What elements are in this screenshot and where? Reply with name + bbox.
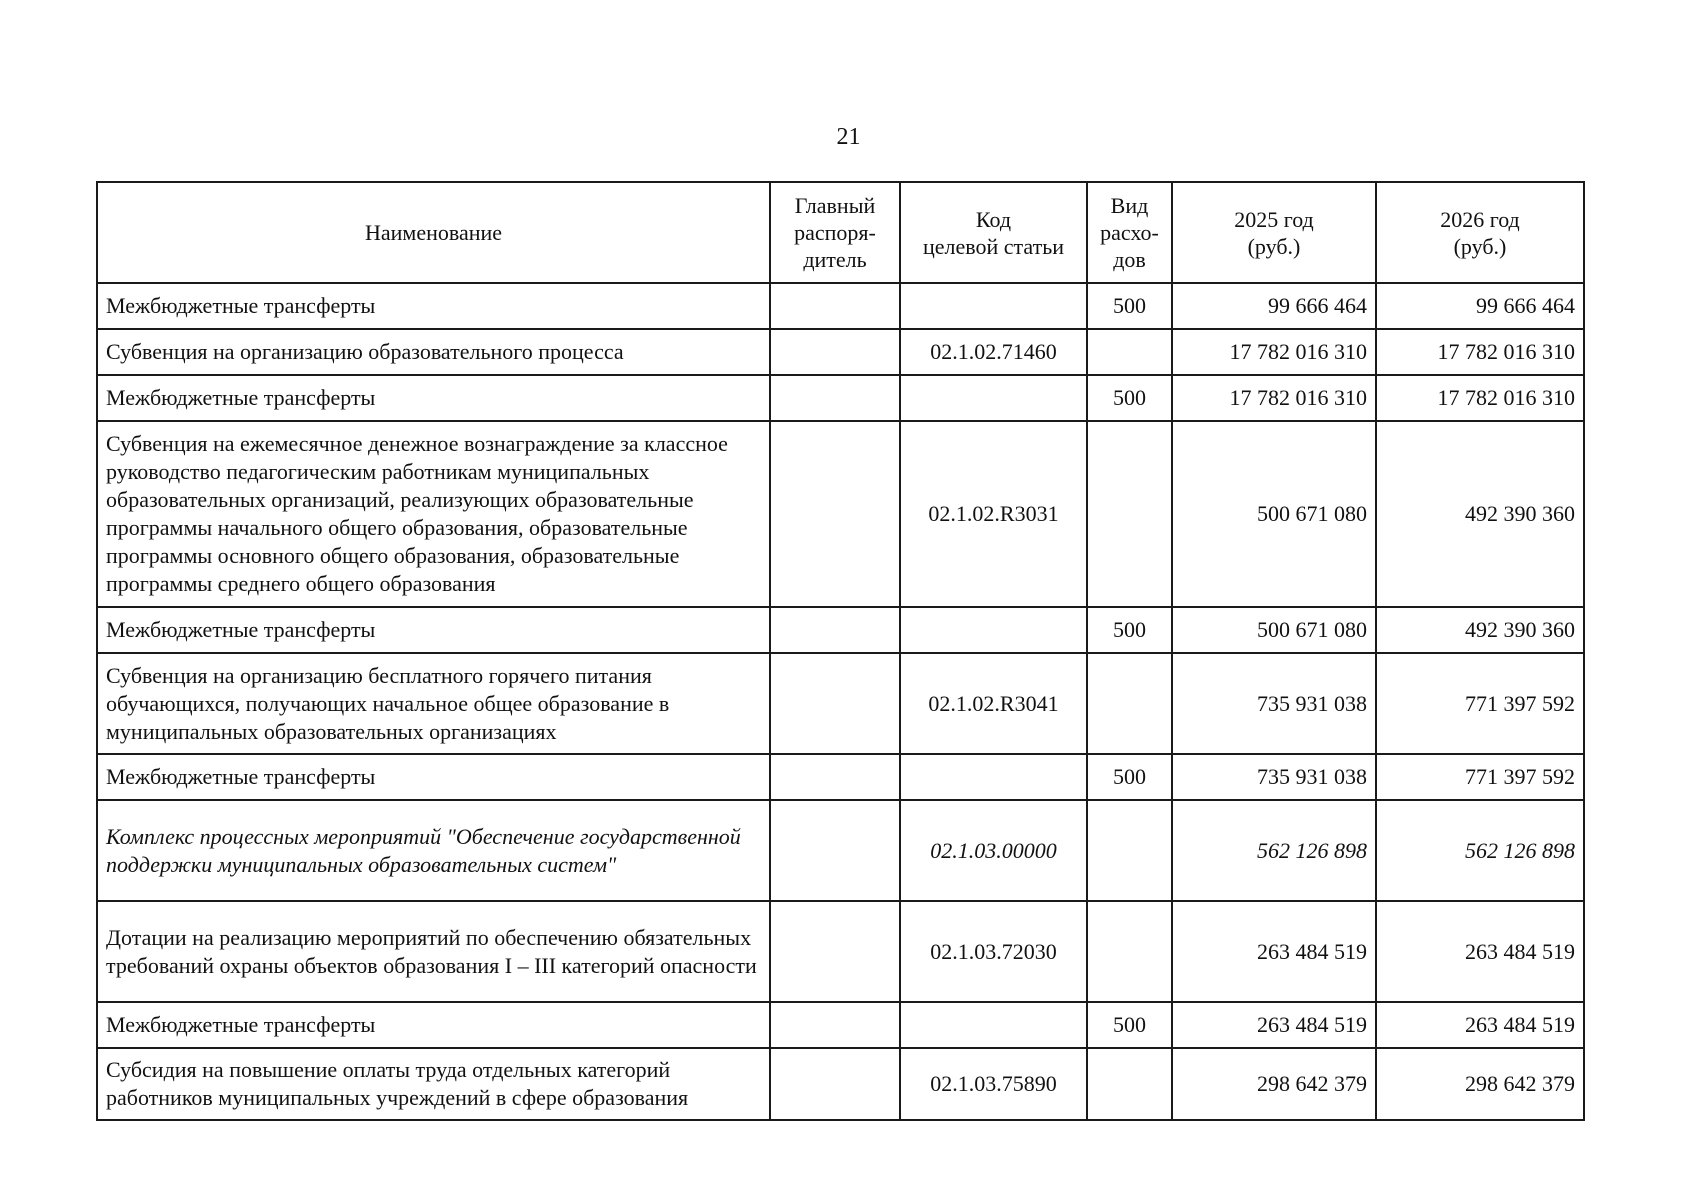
cell-name: Субвенция на ежемесячное денежное вознаграждение за классное руководство педагогическим работникам муниципальных образовательных организаций, реализующих образовательные программы начального общего образования, образовательные программы основного общего образования, образовательные программы среднего общего образования	[97, 421, 770, 607]
header-name: Наименование	[97, 182, 770, 283]
cell-2025: 735 931 038	[1172, 653, 1376, 754]
cell-code: 02.1.02.R3041	[900, 653, 1087, 754]
cell-name: Субсидия на повышение оплаты труда отдельных категорий работников муниципальных учреждений в сфере образования	[97, 1048, 770, 1120]
cell-2025: 263 484 519	[1172, 901, 1376, 1002]
cell-code	[900, 607, 1087, 653]
cell-2026: 562 126 898	[1376, 800, 1584, 901]
cell-manager	[770, 283, 900, 329]
cell-code: 02.1.02.71460	[900, 329, 1087, 375]
table-row	[97, 421, 1584, 607]
cell-code: 02.1.03.72030	[900, 901, 1087, 1002]
cell-manager	[770, 1048, 900, 1120]
cell-code	[900, 375, 1087, 421]
cell-manager	[770, 329, 900, 375]
header-expense-type: Вид расхо- дов	[1087, 182, 1172, 283]
page-number: 21	[836, 124, 861, 150]
cell-expense-type: 500	[1087, 607, 1172, 653]
cell-2025: 263 484 519	[1172, 1002, 1376, 1048]
cell-expense-type	[1087, 901, 1172, 1002]
header-code: Код целевой статьи	[900, 182, 1087, 283]
cell-name: Дотации на реализацию мероприятий по обеспечению обязательных требований охраны объектов образования I – III категорий опасности	[97, 901, 770, 1002]
cell-2026: 771 397 592	[1376, 653, 1584, 754]
cell-2025: 298 642 379	[1172, 1048, 1376, 1120]
budget-table	[96, 181, 1585, 1121]
cell-manager	[770, 421, 900, 607]
cell-name: Межбюджетные трансферты	[97, 754, 770, 800]
cell-2025: 500 671 080	[1172, 607, 1376, 653]
cell-expense-type	[1087, 800, 1172, 901]
cell-2025: 500 671 080	[1172, 421, 1376, 607]
cell-2026: 492 390 360	[1376, 421, 1584, 607]
cell-2025: 99 666 464	[1172, 283, 1376, 329]
cell-2026: 492 390 360	[1376, 607, 1584, 653]
table-row	[97, 1002, 1584, 1048]
cell-manager	[770, 754, 900, 800]
cell-manager	[770, 800, 900, 901]
cell-code	[900, 754, 1087, 800]
header-2026: 2026 год (руб.)	[1376, 182, 1584, 283]
cell-expense-type: 500	[1087, 283, 1172, 329]
cell-expense-type	[1087, 1048, 1172, 1120]
cell-2025: 735 931 038	[1172, 754, 1376, 800]
cell-manager	[770, 375, 900, 421]
table-row	[97, 283, 1584, 329]
header-manager: Главный распоря- дитель	[770, 182, 900, 283]
table-row	[97, 375, 1584, 421]
cell-2025: 562 126 898	[1172, 800, 1376, 901]
cell-name: Межбюджетные трансферты	[97, 1002, 770, 1048]
cell-name: Субвенция на организацию образовательного процесса	[97, 329, 770, 375]
cell-manager	[770, 901, 900, 1002]
cell-expense-type: 500	[1087, 754, 1172, 800]
table-row	[97, 901, 1584, 1002]
cell-code: 02.1.03.00000	[900, 800, 1087, 901]
table-body	[97, 283, 1584, 1120]
header-row	[97, 182, 1584, 283]
cell-code: 02.1.03.75890	[900, 1048, 1087, 1120]
cell-manager	[770, 607, 900, 653]
table-row	[97, 1048, 1584, 1120]
cell-name: Межбюджетные трансферты	[97, 283, 770, 329]
cell-2026: 17 782 016 310	[1376, 329, 1584, 375]
cell-2025: 17 782 016 310	[1172, 329, 1376, 375]
table-row	[97, 329, 1584, 375]
cell-2026: 263 484 519	[1376, 1002, 1584, 1048]
table-row	[97, 754, 1584, 800]
cell-2025: 17 782 016 310	[1172, 375, 1376, 421]
cell-expense-type	[1087, 653, 1172, 754]
cell-expense-type: 500	[1087, 375, 1172, 421]
header-2025: 2025 год (руб.)	[1172, 182, 1376, 283]
cell-name: Субвенция на организацию бесплатного горячего питания обучающихся, получающих начальное общее образование в муниципальных образовательных организациях	[97, 653, 770, 754]
cell-manager	[770, 653, 900, 754]
cell-code	[900, 1002, 1087, 1048]
cell-2026: 17 782 016 310	[1376, 375, 1584, 421]
cell-expense-type	[1087, 329, 1172, 375]
cell-code: 02.1.02.R3031	[900, 421, 1087, 607]
cell-2026: 263 484 519	[1376, 901, 1584, 1002]
cell-name: Комплекс процессных мероприятий "Обеспечение государственной поддержки муниципальных образовательных систем"	[97, 800, 770, 901]
cell-2026: 99 666 464	[1376, 283, 1584, 329]
cell-name: Межбюджетные трансферты	[97, 375, 770, 421]
cell-2026: 298 642 379	[1376, 1048, 1584, 1120]
table-row	[97, 653, 1584, 754]
cell-expense-type: 500	[1087, 1002, 1172, 1048]
table-row	[97, 800, 1584, 901]
cell-name: Межбюджетные трансферты	[97, 607, 770, 653]
cell-manager	[770, 1002, 900, 1048]
cell-code	[900, 283, 1087, 329]
table-row	[97, 607, 1584, 653]
cell-expense-type	[1087, 421, 1172, 607]
cell-2026: 771 397 592	[1376, 754, 1584, 800]
